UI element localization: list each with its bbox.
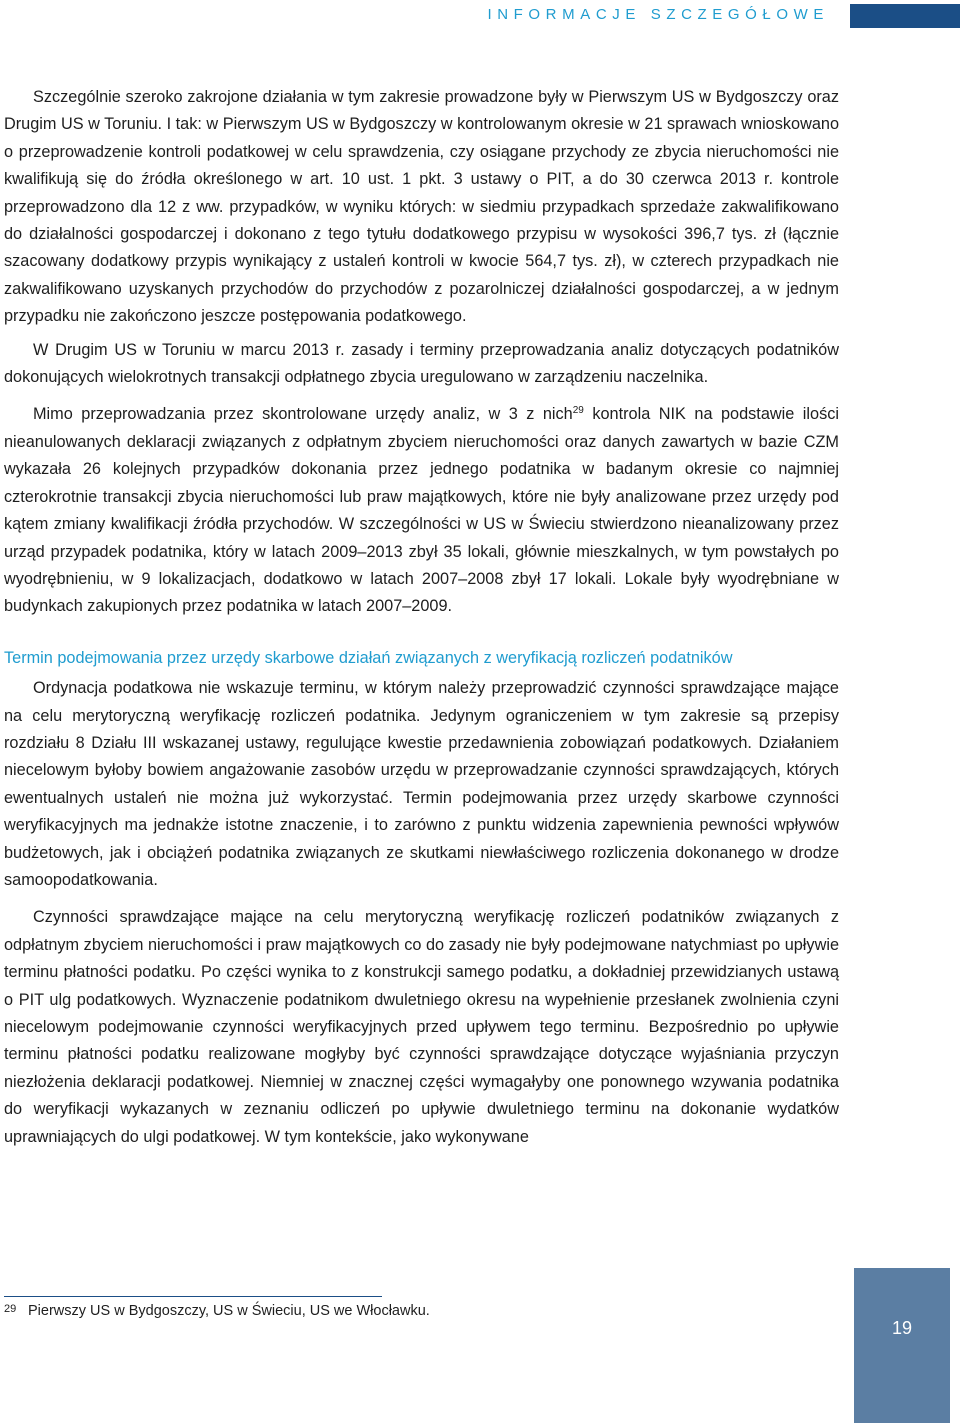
- paragraph: [4, 401, 839, 620]
- paragraph: Szczególnie szeroko zakrojone działania w tym zakresie prowadzone były w Pierwszym US w Bydgoszczy oraz Drugim US w Toruniu. I tak: w Pierwszym US w Bydgoszczy w kontrolowanym okresie w 21 sprawach wnioskowano o przeprowadzenie kontroli podatkowej w celu sprawdzenia, czy osiągane przychody ze zbycia nieruchomości nie kwalifikują się do źródła określonego w art. 10 ust. 1 pkt. 3 ustawy o PIT, a do 30 czerwca 2013 r. kontrole przeprowadzono dla 12 z ww. przypadków, w wyniku których: w siedmiu przypadkach sprzedaże zakwalifikowano do działalności gospodarczej i dokonano z tego tytułu dodatkowego przypisu w wysokości 396,7 tys. zł (łącznie szacowany dodatkowy przypis wynikający z ustaleń kontroli w kwocie 564,7 tys. zł), w czterech przypadkach nie zakwalifikowano uzyskanych przychodów do przychodów z pozarolniczej działalności gospodarczej, a w jednym przypadku nie zakończono jeszcze postępowania podatkowego.: [4, 88, 839, 326]
- footnote-text: Pierwszy US w Bydgoszczy, US w Świeciu, US we Włocławku.: [28, 1303, 430, 1319]
- header-color-block: [850, 4, 960, 28]
- running-header: INFORMACJE SZCZEGÓŁOWE: [487, 6, 829, 23]
- page-number-box: [854, 1268, 950, 1423]
- main-content: [4, 84, 839, 1157]
- section-heading: Termin podejmowania przez urzędy skarbowe działań związanych z weryfikacją rozliczeń podatników: [4, 648, 733, 667]
- paragraph: Czynności sprawdzające mające na celu merytoryczną weryfikację rozliczeń podatników związanych z odpłatnym zbyciem nieruchomości i praw majątkowych co do zasady nie były podejmowane natychmiast po upływie terminu płatności podatku. Po części wynika to z konstrukcji samego podatku, a dokładniej przewidzianych ustawą o PIT ulg podatkowych. Wyznaczenie podatnikom dwuletniego okresu na wypełnienie przesłanek zwolnienia czyni niecelowym podejmowanie czynności weryfikacyjnych przed upływem tego terminu. Bezpośrednio po upływie terminu płatności podatku realizowane mogłyby być czynności sprawdzające dotyczące wyjaśniania przyczyn niezłożenia deklaracji podatkowej. Niemniej w znacznej części wymagałyby one ponownego wzywania podatnika do weryfikacji wykazanych w zeznaniu odliczeń po upływie dwuletniego terminu na dokonanie wydatków uprawniających do ulgi podatkowej. W tym kontekście, jako wykonywane: [4, 908, 839, 1146]
- footnote: [4, 1303, 430, 1319]
- page-number: 19: [891, 1318, 913, 1338]
- paragraph-text: Mimo przeprowadzania przez skontrolowane urzędy analiz, w 3 z nich: [33, 405, 573, 424]
- paragraph-text: kontrola NIK na podstawie ilości nieanulowanych deklaracji związanych z odpłatnym zbyciem nieruchomości oraz danych zawartych w bazie CZM wykazała 26 kolejnych przypadków dokonania przez jednego podatnika w badanym okresie co najmniej czterokrotnie transakcji zbycia nieruchomości lub praw majątkowych, które nie były analizowane przez urzędy pod kątem zmiany kwalifikacji źródła przychodów. W szczególności w US w Świeciu stwierdzono nieanalizowany przez urząd przypadek podatnika, który w latach 2009–2013 zbył 35 lokali, głównie mieszkalnych, w tym powstałych po wyodrębnieniu, w 9 lokalizacjach, dodatkowo w latach 2007–2008 zbył 17 lokali. Lokale były wyodrębniane w budynkach zakupionych przez podatnika w latach 2007–2009.: [4, 405, 839, 616]
- paragraph: Ordynacja podatkowa nie wskazuje terminu, w którym należy przeprowadzić czynności sprawdzające mające na celu merytoryczną weryfikację rozliczeń podatnika. Jedynym ograniczeniem w tym zakresie są przepisy rozdziału 8 Działu III wskazanej ustawy, regulujące kwestie przedawnienia zobowiązań podatkowych. Działaniem niecelowym byłoby bowiem angażowanie zasobów urzędu w przeprowadzanie czynności sprawdzających, których ewentualnych ustaleń nie można już wykorzystać. Termin podejmowania przez urzędy skarbowe czynności weryfikacyjnych ma jednakże istotne znaczenie, i to zarówno z punktu widzenia zapewnienia pewności wpływów budżetowych, jak i obciążeń podatnika związanych ze skutkami niewłaściwego rozliczenia dokonanego w drodze samoopodatkowania.: [4, 679, 839, 889]
- footnote-reference[interactable]: 29: [572, 405, 584, 417]
- footnote-number: 29: [4, 1303, 17, 1315]
- paragraph: W Drugim US w Toruniu w marcu 2013 r. zasady i terminy przeprowadzania analiz dotyczących podatników dokonujących wielokrotnych transakcji odpłatnego zbycia uregulowano w zarządzeniu naczelnika.: [4, 340, 839, 387]
- footnote-divider: [4, 1296, 382, 1297]
